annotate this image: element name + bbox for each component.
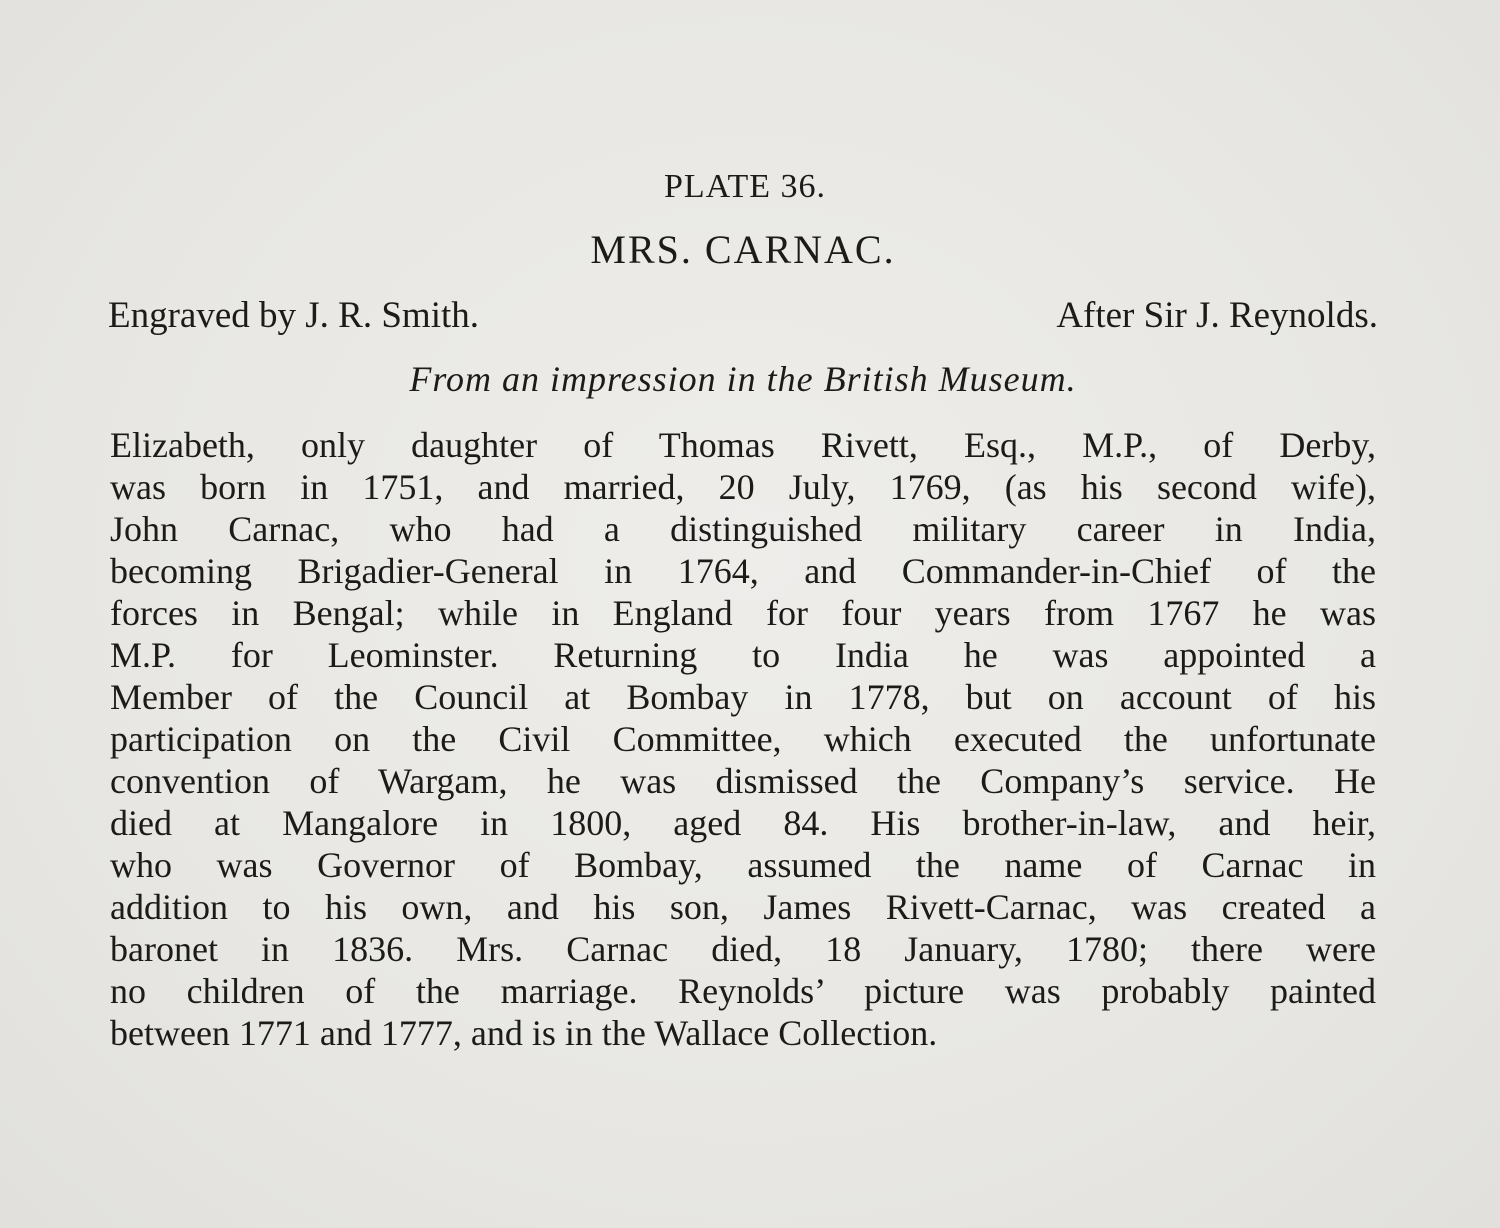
page-title: MRS. CARNAC. xyxy=(590,227,896,272)
body-line: M.P. for Leominster. Returning to India he was appointed a xyxy=(110,635,1376,675)
engraver-credit: Engraved by J. R. Smith. xyxy=(108,295,480,336)
body-line: died at Mangalore in 1800, aged 84. His brother-in-law, and heir, xyxy=(110,803,1376,843)
body-line: between 1771 and 1777, and is in the Wallace Collection. xyxy=(110,1013,938,1053)
body-line: Elizabeth, only daughter of Thomas Rivett, Esq., M.P., of Derby, xyxy=(110,425,1376,465)
body-line: baronet in 1836. Mrs. Carnac died, 18 January, 1780; there were xyxy=(110,929,1376,969)
body-line: Member of the Council at Bombay in 1778, but on account of his xyxy=(110,677,1376,717)
body-paragraph xyxy=(110,424,1376,1054)
body-line: was born in 1751, and married, 20 July, 1769, (as his second wife), xyxy=(110,467,1376,507)
body-line: becoming Brigadier-General in 1764, and Commander-in-Chief of the xyxy=(110,551,1376,591)
body-line: participation on the Civil Committee, which executed the unfortunate xyxy=(110,719,1376,759)
plate-label xyxy=(0,168,1490,206)
body-line: who was Governor of Bombay, assumed the name of Carnac in xyxy=(110,845,1376,885)
body-line: convention of Wargam, he was dismissed the Company’s service. He xyxy=(110,761,1376,801)
body-line: John Carnac, who had a distinguished military career in India, xyxy=(110,509,1376,549)
source-note: From an impression in the British Museum. xyxy=(409,359,1077,399)
body-line: forces in Bengal; while in England for four years from 1767 he was xyxy=(110,593,1376,633)
painter-credit: After Sir J. Reynolds. xyxy=(1056,295,1378,336)
plate-number: 36. xyxy=(780,168,826,205)
credits-row xyxy=(108,294,1378,340)
plate-word: PLATE xyxy=(664,168,771,205)
body-line: addition to his own, and his son, James Rivett-Carnac, was created a xyxy=(110,887,1376,927)
body-line: no children of the marriage. Reynolds’ picture was probably painted xyxy=(110,971,1376,1011)
